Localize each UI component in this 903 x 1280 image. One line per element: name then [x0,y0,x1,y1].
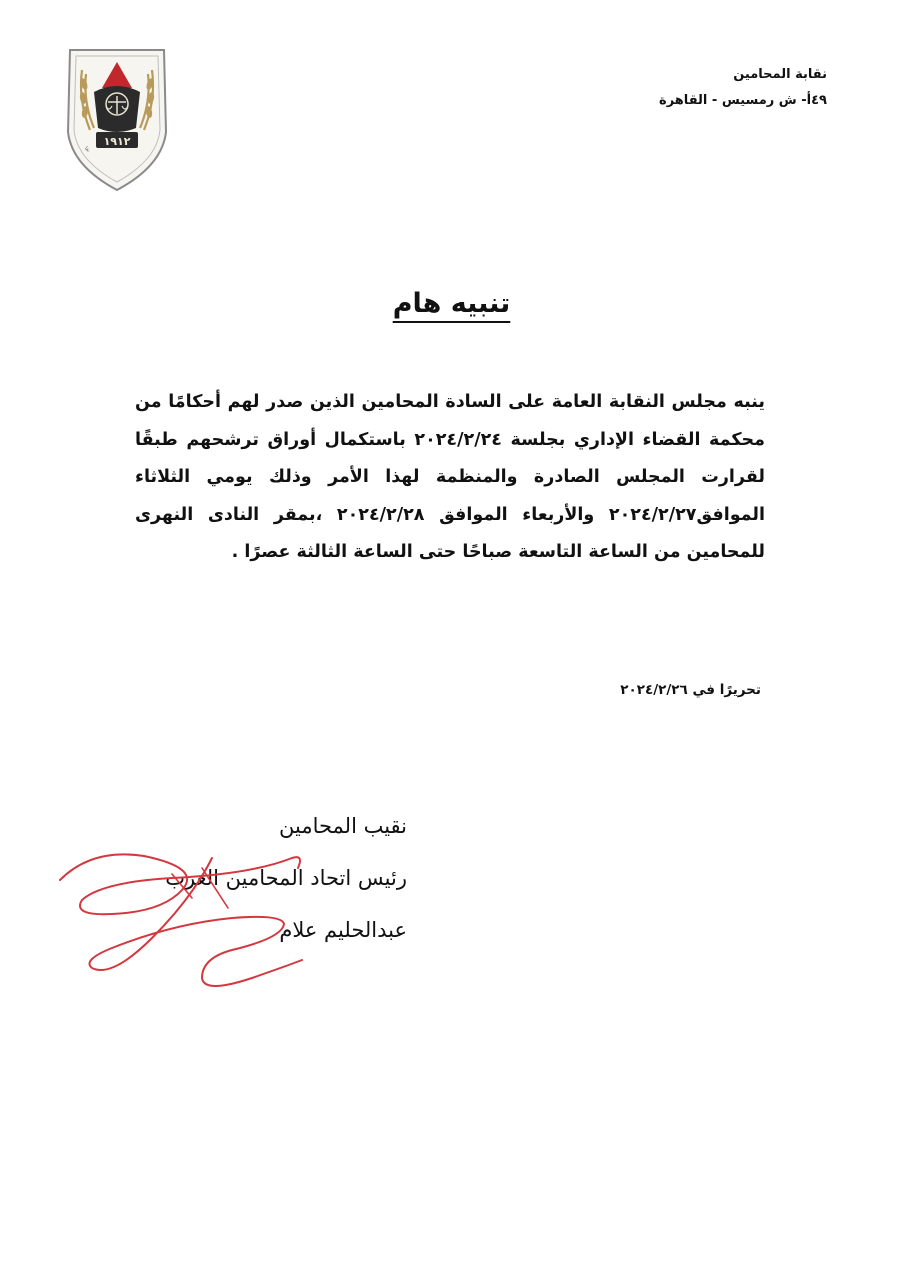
signatory-position: رئيس اتحاد المحامين العرب [165,866,407,890]
logo-year: ١٩١٢ [103,135,131,148]
signature-block [67,800,407,956]
org-name: نقابة المحامين [733,67,827,82]
notice-body [135,384,765,572]
issue-date: تحريرًا في ٢٠٢٤/٢/٢٦ [620,682,761,698]
signatory-name: عبدالحليم علام [279,918,407,942]
bar-association-emblem-icon [62,40,172,192]
signatory-title: نقيب المحامين [279,814,407,838]
org-address: ٤٩أ- ش رمسيس - القاهرة [659,93,827,108]
logo-ring-text: نقا [83,145,92,154]
notice-paragraph: ينبه مجلس النقابة العامة على السادة المحامين الذين صدر لهم أحكامًا من محكمة القضاء الإداري بجلسة ٢٠٢٤/٢/٢٤ باستكمال أوراق ترشحهم طبقًا لقرارت المجلس الصادرة والمنظمة لهذا الأمر وذلك يومي الثلاثاء الموافق٢٠٢٤/٢/٢٧ والأربعاء الموافق ٢٠٢٤/٢/٢٨ ،بمقر النادى النهرى للمحامين من الساعة التاسعة صباحًا حتى الساعة الثالثة عصرًا . [135,392,765,562]
letterhead [567,62,827,114]
notice-title: تنبيه هام [392,288,511,319]
